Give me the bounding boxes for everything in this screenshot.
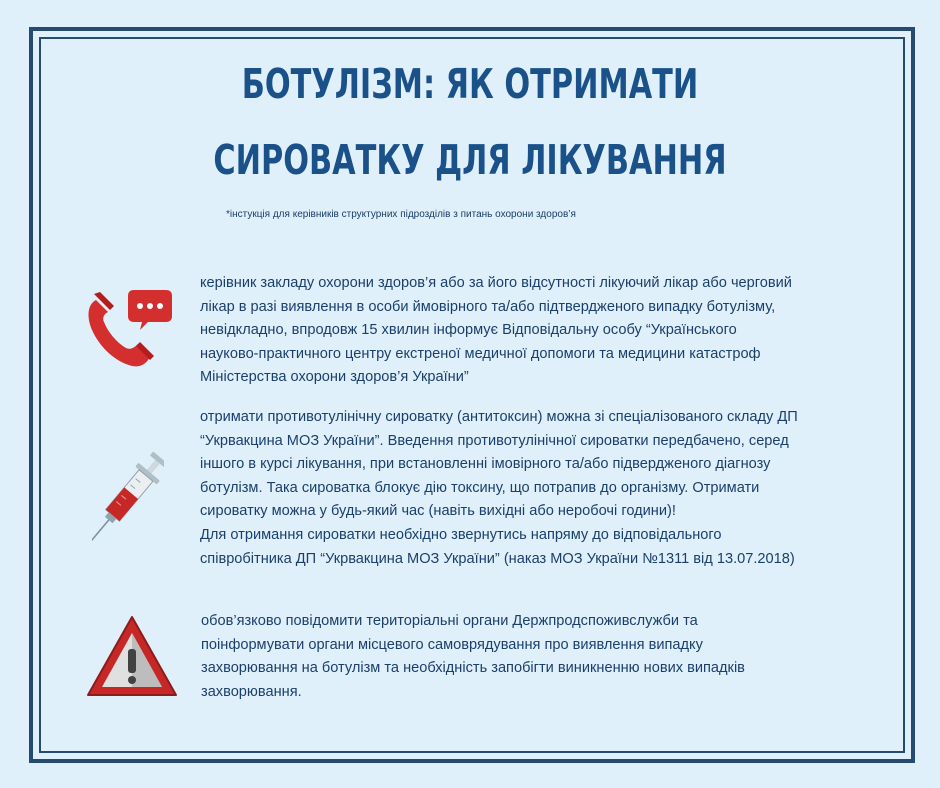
text-line: лікар в разі виявлення в особи ймовірного та/або підтвердженого випадку ботулізму, [200,298,776,315]
text-line: Міністерства охорони здоров’я України” [200,369,469,386]
text-line: керівник закладу охорони здоров’я або за його відсутності лікуючий лікар або черговий [200,275,792,291]
text-line: іншого в курсі лікування, при встановленні імовірного та/або підвердженого діагнозу [200,456,771,473]
section-warning-text [201,610,841,704]
text-line: співробітника ДП “Укрвакцина МОЗ України” (наказ МОЗ України №1311 від 13.07.2018) [200,550,795,567]
phone-chat-icon [84,286,174,368]
text-line: захворювання на ботулізм та необхідність запобігти виникненню нових випадків [201,660,745,677]
section-syringe-text [200,406,900,571]
text-line: отримати противотулінічну сироватку (антитоксин) можна зі спеціалізованого складу ДП [200,409,798,425]
syringe-icon [92,446,164,548]
text-line: науково-практичного центру екстреної медичної допомоги та медицини катастроф [200,345,761,362]
text-line: обов’язково повідомити територіальні органи Держпродспоживслужби та [201,613,698,629]
title-line-2: СИРОВАТКУ ДЛЯ ЛІКУВАННЯ [213,136,727,184]
subtitle-note: *інстукція для керівників структурних підрозділів з питань охорони здоров’я [226,209,576,220]
text-line: Для отримання сироватки необхідно звернутись напряму до відповідального [200,526,722,543]
text-line: невідкладно, впродовж 15 хвилин інформує Відповідальну особу “Українського [200,322,737,339]
warning-icon [86,615,178,697]
title-line-1: БОТУЛІЗМ: ЯК ОТРИМАТИ [241,60,699,108]
text-line: ботулізм. Така сироватка блокує дію токсину, що потрапив до організму. Отримати [200,479,760,496]
text-line: “Укрвакцина МОЗ України”. Введення противотулінічної сироватки передбачено, серед [200,432,789,449]
text-line: сироватку можна у будь-який час (навіть вихідні або неробочі години)! [200,503,676,520]
section-phone-text [200,272,890,390]
text-line: поінформувати органи місцевого самоврядування про виявлення випадку [201,636,703,653]
text-line: захворювання. [201,683,302,700]
